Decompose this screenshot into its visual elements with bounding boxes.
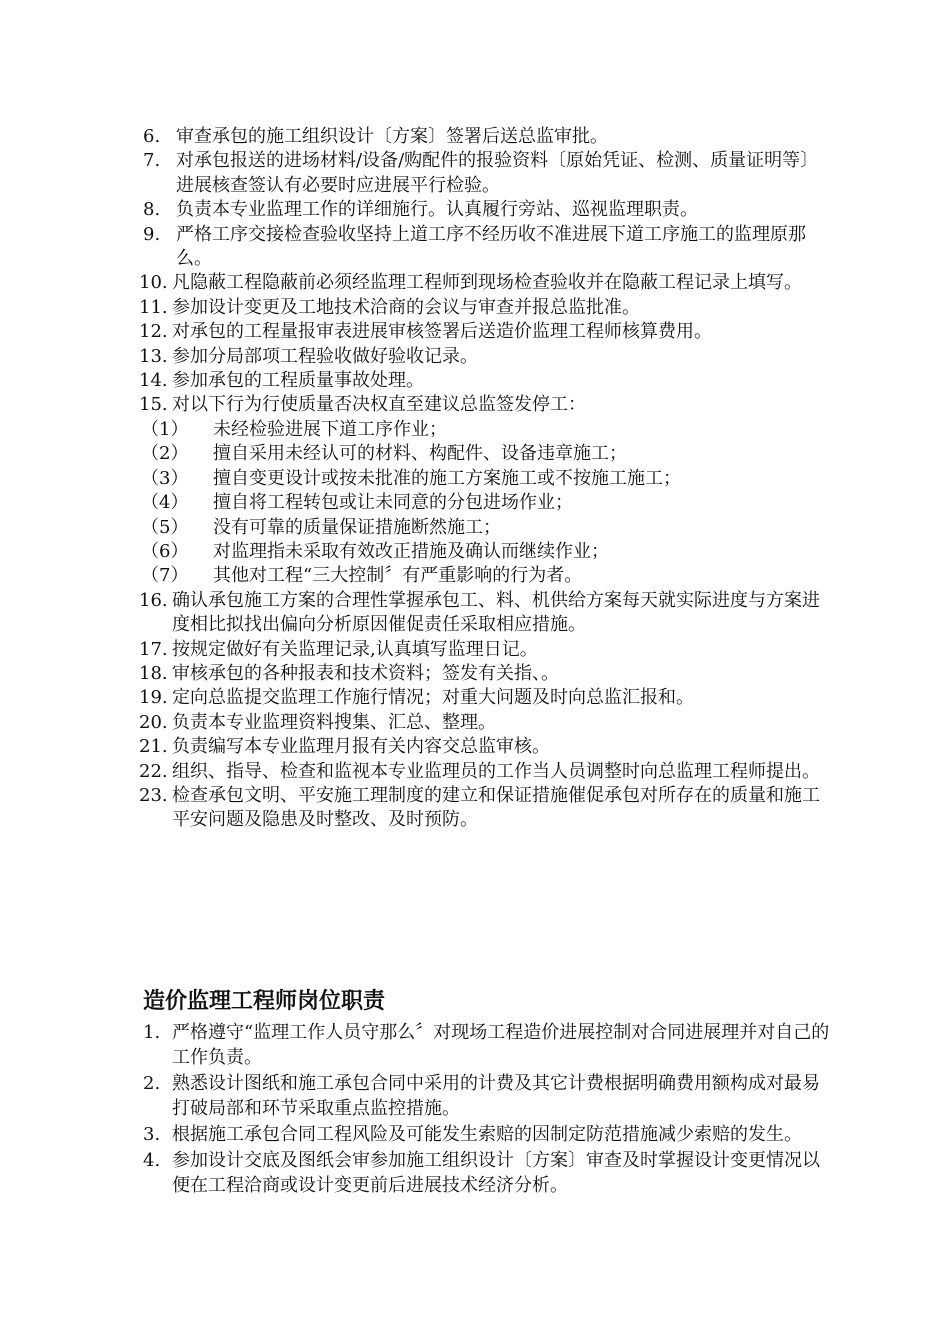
sub-item-text: 擅自将工程转包或让未同意的分包进场作业； (213, 492, 573, 514)
item-text: 对以下行为行使质量否决权直至建议总监签发停工： (172, 394, 586, 416)
item-text: 确认承包施工方案的合理性掌握承包工、料、机供给方案每天就实际进度与方案进度相比拟找出偏向分析原因催促责任采取相应措施。 (172, 589, 820, 636)
list-item (143, 125, 833, 149)
item-text: 按规定做好有关监理记录,认真填写监理日记。 (172, 638, 538, 660)
sub-item-text: 擅自变更设计或按未批准的施工方案施工或不按施工施工； (213, 467, 681, 489)
sub-item-text: 擅自采用未经认可的材料、构配件、设备违章施工； (213, 443, 627, 465)
item-number: 14. (139, 370, 168, 392)
item-number: 11. (139, 296, 168, 318)
item-number: 23. (139, 784, 168, 806)
item-text: 根据施工承包合同工程风险及可能发生索赔的因制定防范措施减少索赔的发生。 (172, 1124, 802, 1145)
sub-item-text: 没有可靠的质量保证措施断然施工； (213, 516, 501, 538)
sub-list-item (141, 564, 833, 588)
item-text: 负责本专业监理资料搜集、汇总、整理。 (172, 711, 496, 733)
item-text: 熟悉设计图纸和施工承包合同中采用的计费及其它计费根据明确费用额构成对最易打破局部和环节采取重点监控措施。 (172, 1073, 820, 1119)
item-number: 6. (143, 126, 161, 147)
item-number: 22. (139, 760, 168, 782)
list-item (143, 1071, 833, 1121)
item-number: 2. (143, 1073, 161, 1094)
list-item (139, 711, 833, 735)
item-text: 参加承包的工程质量事故处理。 (172, 370, 424, 392)
list-item (139, 784, 833, 833)
list-item (139, 296, 833, 320)
item-number: 17. (139, 638, 168, 660)
sub-item-number: （3） (141, 467, 189, 489)
list-item (139, 271, 833, 295)
list-item (139, 735, 833, 759)
item-number: 4. (143, 1150, 161, 1171)
item-number: 12. (139, 321, 168, 343)
list-item (139, 686, 833, 710)
sub-list-item (141, 491, 833, 515)
item-text: 审查承包的施工组织设计〔方案〕签署后送总监审批。 (176, 126, 608, 147)
item-text: 对承包报送的进场材料/设备/购配件的报验资料〔原始凭证、检测、质量证明等〕进展核查签认有必要时应进展平行检验。 (176, 150, 819, 196)
list-item (139, 393, 833, 417)
item-text: 严格工序交接检查验收坚持上道工序不经历收不准进展下道工序施工的监理原那么。 (176, 223, 806, 270)
sub-item-text: 对监理指未采取有效改正措施及确认而继续作业； (213, 540, 609, 562)
list-item (139, 369, 833, 393)
sub-item-number: （6） (141, 540, 189, 562)
item-number: 1. (143, 1022, 161, 1043)
item-number: 19. (139, 687, 168, 709)
sub-item-text: 其他对工程“三大控制〞有严重影响的行为者。 (213, 565, 583, 587)
item-text: 负责编写本专业监理月报有关内容交总监审核。 (172, 736, 550, 758)
item-number: 21. (139, 736, 168, 758)
item-text: 参加分局部项工程验收做好验收记录。 (172, 345, 478, 367)
item-text: 组织、指导、检查和监视本专业监理员的工作当人员调整时向总监理工程师提出。 (172, 760, 820, 782)
list-item (139, 662, 833, 686)
sub-list-item (141, 418, 833, 442)
item-text: 对承包的工程量报审表进展审核签署后送造价监理工程师核算费用。 (172, 321, 712, 343)
sub-item-number: （4） (141, 492, 189, 514)
list-item (143, 149, 833, 198)
item-number: 7. (143, 150, 161, 172)
section-heading: 造价监理工程师岗位职责 (143, 989, 386, 1014)
sub-list-item (141, 442, 833, 466)
sub-list-item (141, 467, 833, 491)
sub-item-number: （1） (141, 418, 189, 440)
item-number: 15. (139, 394, 168, 416)
item-number: 20. (139, 711, 168, 733)
list-item (143, 198, 833, 222)
item-number: 9. (143, 223, 161, 245)
sub-list-item (141, 516, 833, 540)
item-number: 18. (139, 662, 168, 684)
list-item (143, 1122, 833, 1147)
list-item (139, 320, 833, 344)
list-item (139, 345, 833, 369)
supervisor-duties-list (139, 125, 833, 833)
item-text: 负责本专业监理工作的详细施行。认真履行旁站、巡视监理职责。 (176, 199, 698, 221)
item-text: 定向总监提交监理工作施行情况；对重大问题及时向总监汇报和。 (172, 687, 694, 709)
item-text: 凡隐蔽工程隐蔽前必须经监理工程师到现场检查验收并在隐蔽工程记录上填写。 (172, 272, 802, 294)
list-item (139, 638, 833, 662)
item-text: 参加设计变更及工地技术洽商的会议与审查并报总监批准。 (172, 296, 640, 318)
cost-engineer-duties-list (143, 1020, 833, 1199)
item-text: 检查承包文明、平安施工理制度的建立和保证措施催促承包对所存在的质量和施工平安问题及隐患及时整改、及时预防。 (172, 784, 820, 831)
list-item (143, 1020, 833, 1070)
list-item (139, 760, 833, 784)
sub-item-number: （5） (141, 516, 189, 538)
item-number: 3. (143, 1124, 161, 1145)
list-item (143, 223, 833, 272)
item-text: 参加设计交底及图纸会审参加施工组织设计〔方案〕审查及时掌握设计变更情况以便在工程洽商或设计变更前后进展技术经济分析。 (172, 1150, 820, 1196)
list-item (143, 1148, 833, 1198)
sub-list-item (141, 540, 833, 564)
item-number: 8. (143, 199, 161, 221)
sub-item-number: （2） (141, 443, 189, 465)
item-text: 严格遵守“监理工作人员守那么〞对现场工程造价进展控制对合同进展理并对自己的工作负责。 (172, 1022, 830, 1068)
item-number: 13. (139, 345, 168, 367)
item-number: 16. (139, 589, 168, 611)
item-number: 10. (139, 272, 168, 294)
sub-item-number: （7） (141, 565, 189, 587)
list-item (139, 589, 833, 638)
sub-item-text: 未经检验进展下道工序作业； (213, 418, 447, 440)
item-text: 审核承包的各种报表和技术资料；签发有关指、。 (172, 662, 559, 684)
